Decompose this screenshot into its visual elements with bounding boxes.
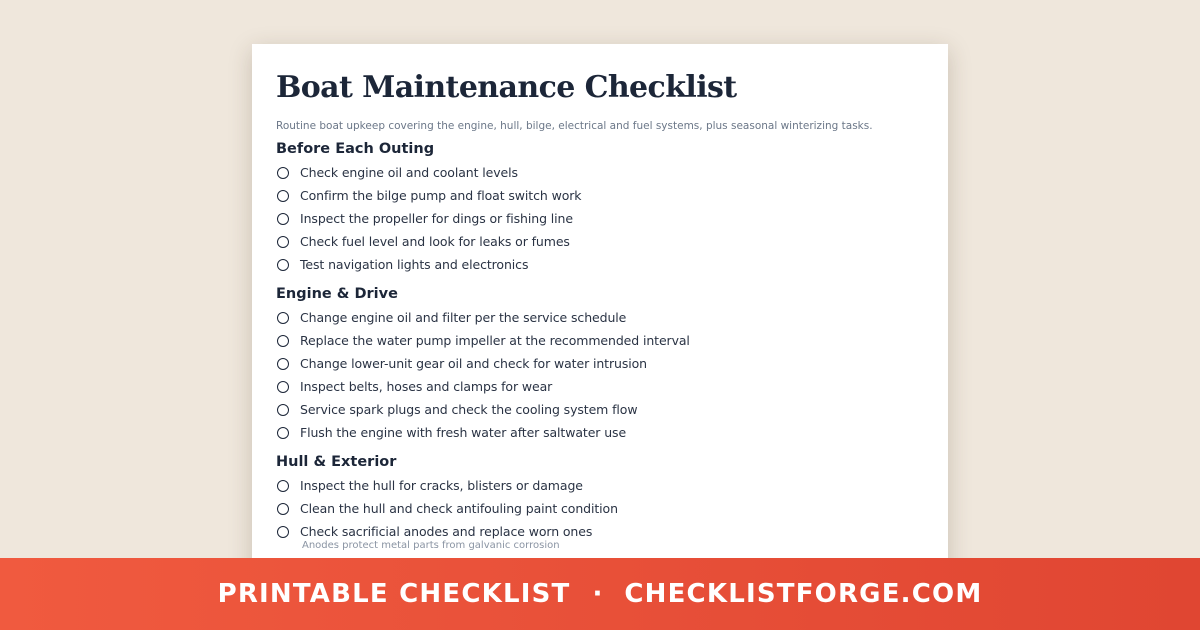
checklist-items bbox=[276, 306, 924, 444]
section-heading: Engine & Drive bbox=[276, 286, 398, 302]
checkbox-circle-icon[interactable] bbox=[277, 404, 289, 416]
checklist-item[interactable] bbox=[276, 497, 924, 520]
checkbox-circle-icon[interactable] bbox=[277, 259, 289, 271]
item-label: Service spark plugs and check the cooling system flow bbox=[300, 402, 638, 417]
checklist-item[interactable] bbox=[276, 207, 924, 230]
checkbox-circle-icon[interactable] bbox=[277, 213, 289, 225]
item-label: Check engine oil and coolant levels bbox=[300, 165, 518, 180]
item-label: Flush the engine with fresh water after saltwater use bbox=[300, 425, 627, 440]
checkbox-circle-icon[interactable] bbox=[277, 190, 289, 202]
checklist-item[interactable] bbox=[276, 474, 924, 497]
checklist-item[interactable] bbox=[276, 352, 924, 375]
checkbox-circle-icon[interactable] bbox=[277, 480, 289, 492]
checklist-items bbox=[276, 161, 924, 276]
checkbox-circle-icon[interactable] bbox=[277, 427, 289, 439]
checkbox-circle-icon[interactable] bbox=[277, 381, 289, 393]
checklist-item[interactable] bbox=[276, 230, 924, 253]
section-heading: Before Each Outing bbox=[276, 141, 435, 157]
footer-banner bbox=[0, 558, 1200, 630]
checkbox-circle-icon[interactable] bbox=[277, 358, 289, 370]
item-label: Inspect the hull for cracks, blisters or damage bbox=[300, 478, 583, 493]
checklist-item[interactable] bbox=[276, 306, 924, 329]
item-label: Change lower-unit gear oil and check for water intrusion bbox=[300, 356, 647, 371]
item-label: Check fuel level and look for leaks or fumes bbox=[300, 234, 570, 249]
checklist-sheet bbox=[252, 44, 948, 584]
item-label: Inspect belts, hoses and clamps for wear bbox=[300, 379, 553, 394]
checklist-item[interactable] bbox=[276, 184, 924, 207]
checkbox-circle-icon[interactable] bbox=[277, 167, 289, 179]
item-label: Check sacrificial anodes and replace worn ones bbox=[300, 524, 593, 539]
footer-site-link[interactable]: CHECKLISTFORGE.COM bbox=[624, 579, 983, 609]
checkbox-circle-icon[interactable] bbox=[277, 526, 289, 538]
checkbox-circle-icon[interactable] bbox=[277, 236, 289, 248]
item-label: Inspect the propeller for dings or fishing line bbox=[300, 211, 573, 226]
checklist-item[interactable] bbox=[276, 329, 924, 352]
page-title: Boat Maintenance Checklist bbox=[276, 70, 737, 105]
section-hull-exterior bbox=[276, 452, 924, 552]
item-note: Anodes protect metal parts from galvanic corrosion bbox=[302, 540, 560, 551]
section-engine-drive bbox=[276, 284, 924, 444]
checklist-item[interactable] bbox=[276, 161, 924, 184]
section-before-each-outing bbox=[276, 139, 924, 276]
checklist-items bbox=[276, 474, 924, 552]
checkbox-circle-icon[interactable] bbox=[277, 503, 289, 515]
checklist-item[interactable] bbox=[276, 253, 924, 276]
page-subtitle: Routine boat upkeep covering the engine, hull, bilge, electrical and fuel systems, plus seasonal winterizing tasks. bbox=[276, 120, 873, 132]
checklist-item[interactable] bbox=[276, 398, 924, 421]
checklist-item[interactable] bbox=[276, 421, 924, 444]
checkbox-circle-icon[interactable] bbox=[277, 312, 289, 324]
checklist-item[interactable] bbox=[276, 375, 924, 398]
section-heading: Hull & Exterior bbox=[276, 454, 397, 470]
checkbox-circle-icon[interactable] bbox=[277, 335, 289, 347]
footer-separator: · bbox=[592, 579, 603, 609]
item-label: Confirm the bilge pump and float switch work bbox=[300, 188, 582, 203]
item-label: Test navigation lights and electronics bbox=[300, 257, 529, 272]
footer-label: PRINTABLE CHECKLIST bbox=[217, 579, 571, 609]
item-label: Change engine oil and filter per the service schedule bbox=[300, 310, 627, 325]
item-label: Replace the water pump impeller at the recommended interval bbox=[300, 333, 690, 348]
item-label: Clean the hull and check antifouling paint condition bbox=[300, 501, 618, 516]
